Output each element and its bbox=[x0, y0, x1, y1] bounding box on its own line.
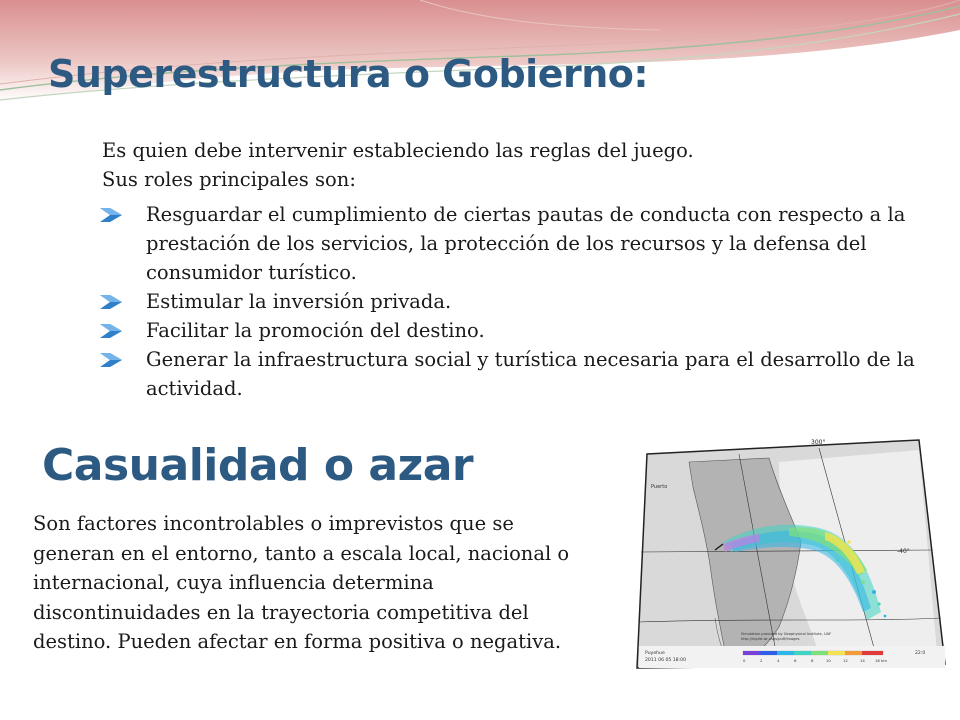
scale-label: 12 bbox=[843, 658, 848, 663]
intro-line-2: Sus roles principales son: bbox=[102, 168, 356, 191]
date-label: 2011 06 05 18:00 bbox=[645, 658, 687, 663]
list-item-text: Facilitar la promoción del destino. bbox=[146, 319, 485, 342]
grid-label-top: 300° bbox=[811, 439, 826, 446]
time-code: 22:0 bbox=[915, 651, 926, 656]
scale-label: 2 bbox=[760, 658, 763, 663]
slide-title: Superestructura o Gobierno: bbox=[48, 52, 649, 96]
section-title: Casualidad o azar bbox=[42, 440, 474, 491]
volcano-label: Puyehue bbox=[645, 651, 665, 656]
roles-list bbox=[100, 200, 930, 403]
grid-label-right: -40° bbox=[897, 548, 910, 555]
city-label: Puerto bbox=[651, 484, 668, 490]
list-item-text: Estimular la inversión privada. bbox=[146, 290, 452, 313]
caption-line-2: http://ingrid.wr.usgs/puff/images bbox=[741, 637, 800, 641]
list-item bbox=[100, 287, 930, 316]
list-item-text: Generar la infraestructura social y turística necesaria para el desarrollo de la actividad. bbox=[146, 348, 915, 400]
scale-label: 4 bbox=[777, 658, 780, 663]
caption-line-1: Simulation provided by Geophysical Institute, UAF bbox=[741, 632, 832, 636]
arrow-bullet-icon bbox=[100, 295, 122, 309]
arrow-bullet-icon bbox=[100, 208, 122, 222]
list-item-text: Resguardar el cumplimiento de ciertas pautas de conducta con respecto a la prestación de los servicios, la protección de los recursos y la defensa del consumidor turístico. bbox=[146, 203, 906, 284]
scale-label: 14 bbox=[860, 658, 865, 663]
arrow-bullet-icon bbox=[100, 324, 122, 338]
list-item bbox=[100, 345, 930, 403]
intro-line-1: Es quien debe intervenir estableciendo las reglas del juego. bbox=[102, 139, 694, 162]
intro-text bbox=[102, 136, 942, 194]
ash-plume-map bbox=[619, 432, 950, 675]
scale-label: 16 km bbox=[875, 658, 887, 663]
arrow-bullet-icon bbox=[100, 353, 122, 367]
scale-label: 8 bbox=[811, 658, 814, 663]
list-item bbox=[100, 200, 930, 287]
scale-label: 10 bbox=[826, 658, 831, 663]
scale-label: 0 bbox=[743, 658, 746, 663]
list-item bbox=[100, 316, 930, 345]
scale-label: 6 bbox=[794, 658, 797, 663]
section-paragraph: Son factores incontrolables o imprevistos que se generan en el entorno, tanto a escala local, nacional o internacional, cuya influencia determina discontinuidades en la trayectoria competitiva del destino. Pueden afectar en forma positiva o negativa. bbox=[33, 512, 570, 653]
